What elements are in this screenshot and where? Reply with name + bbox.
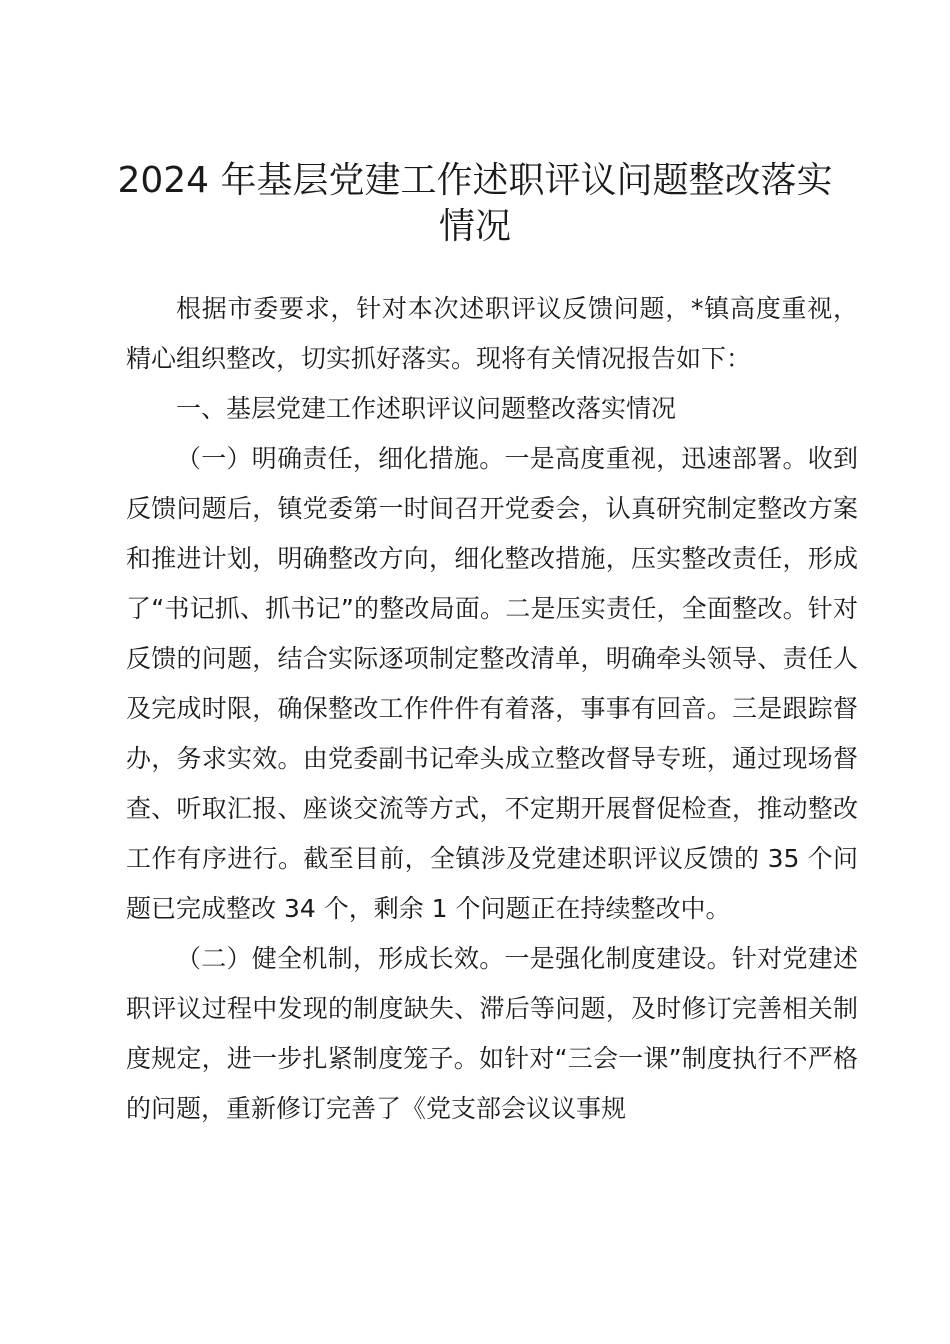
paragraph-subsection-1: （一）明确责任，细化措施。一是高度重视，迅速部署。收到反馈问题后，镇党委第一时间召开党委会，认真研究制定整改方案和推进计划，明确整改方向，细化整改措施，压实整改责任，形成了“书记抓、抓书记”的整改局面。二是压实责任，全面整改。针对反馈的问题，结合实际逐项制定整改清单，明确牵头领导、责任人及完成时限，确保整改工作件件有着落，事事有回音。三是跟踪督办，务求实效。由党委副书记牵头成立整改督导专班，通过现场督查、听取汇报、座谈交流等方式，不定期开展督促检查，推动整改工作有序进行。截至目前，全镇涉及党建述职评议反馈的 35 个问题已完成整改 34 个，剩余 1 个问题正在持续整改中。	[126, 444, 858, 923]
document-title-line-2: 情况	[438, 206, 511, 247]
document-body	[126, 284, 858, 1134]
document-title	[100, 158, 850, 250]
paragraph-intro: 根据市委要求，针对本次述职评议反馈问题，*镇高度重视，精心组织整改，切实抓好落实。现将有关情况报告如下：	[126, 294, 858, 373]
paragraph-subsection-2: （二）健全机制，形成长效。一是强化制度建设。针对党建述职评议过程中发现的制度缺失、滞后等问题，及时修订完善相关制度规定，进一步扎紧制度笼子。如针对“三会一课”制度执行不严格的问题，重新修订完善了《党支部会议议事规	[126, 944, 858, 1123]
document-title-line-1: 2024 年基层党建工作述职评议问题整改落实	[117, 160, 833, 201]
section-heading: 一、基层党建工作述职评议问题整改落实情况	[176, 394, 677, 423]
